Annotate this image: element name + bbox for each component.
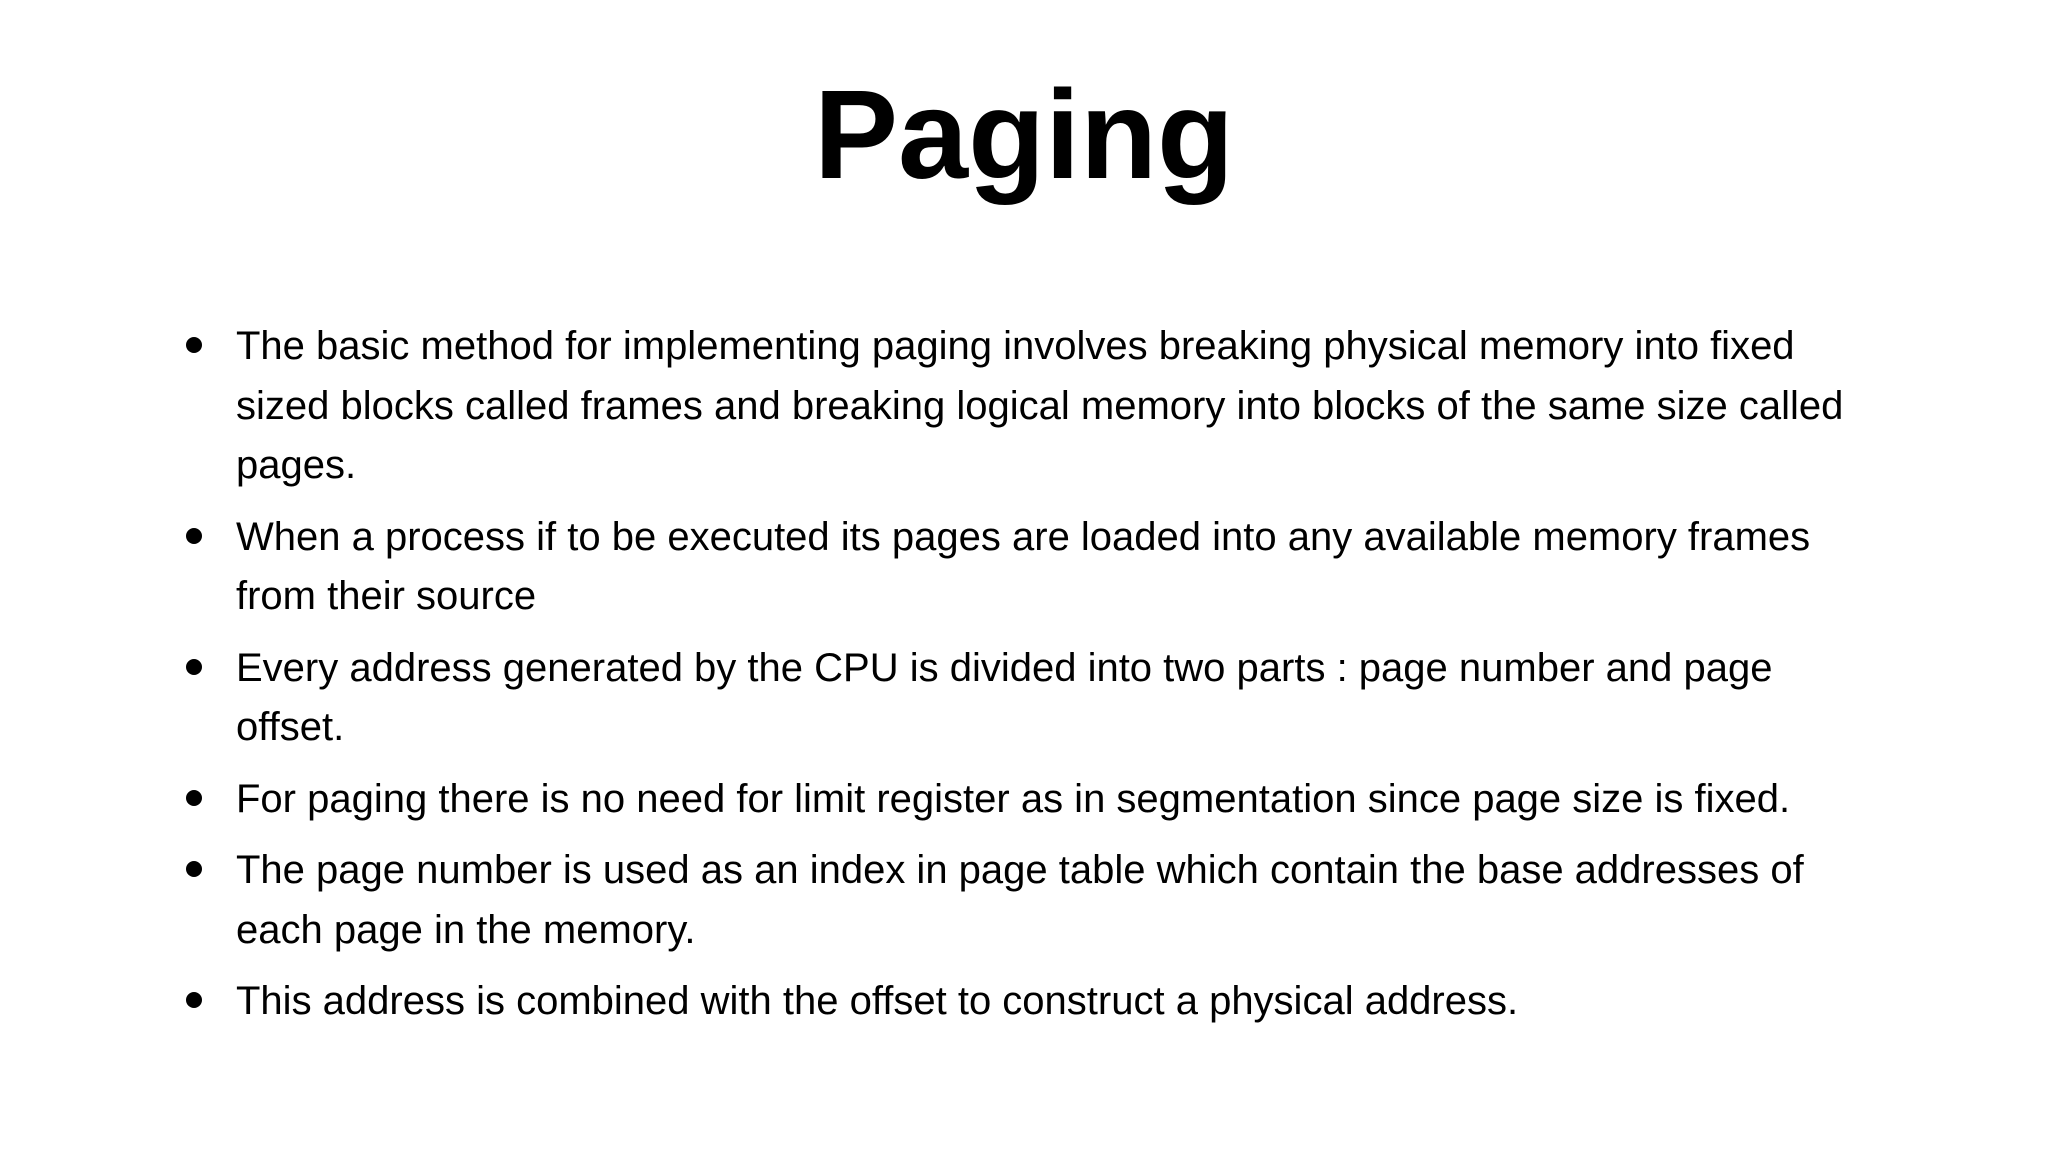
bullet-item (236, 639, 1888, 758)
slide-title: Paging (813, 64, 1235, 205)
bullet-item (236, 508, 1888, 627)
bullet-text: This address is combined with the offset to construct a physical address. (236, 979, 1519, 1023)
bullet-item (236, 317, 1888, 496)
bullet-list (236, 317, 1888, 1044)
bullet-dot-icon (186, 790, 202, 806)
bullet-item (236, 841, 1888, 960)
bullet-dot-icon (186, 528, 202, 544)
bullet-text: When a process if to be executed its pages are loaded into any available memory frames from their source (236, 514, 1811, 618)
bullet-dot-icon (186, 861, 202, 877)
bullet-item (236, 972, 1888, 1032)
bullet-dot-icon (186, 659, 202, 675)
bullet-dot-icon (186, 992, 202, 1008)
bullet-item (236, 770, 1888, 830)
bullet-text: Every address generated by the CPU is divided into two parts : page number and page offset. (236, 645, 1773, 749)
bullet-dot-icon (186, 337, 202, 353)
bullet-text: For paging there is no need for limit register as in segmentation since page size is fixed. (236, 776, 1791, 821)
bullet-text: The page number is used as an index in page table which contain the base addresses of each page in the memory. (236, 848, 1804, 952)
bullet-text: The basic method for implementing paging involves breaking physical memory into fixed sized blocks called frames and breaking logical memory into blocks of the same size called pages. (236, 324, 1844, 487)
